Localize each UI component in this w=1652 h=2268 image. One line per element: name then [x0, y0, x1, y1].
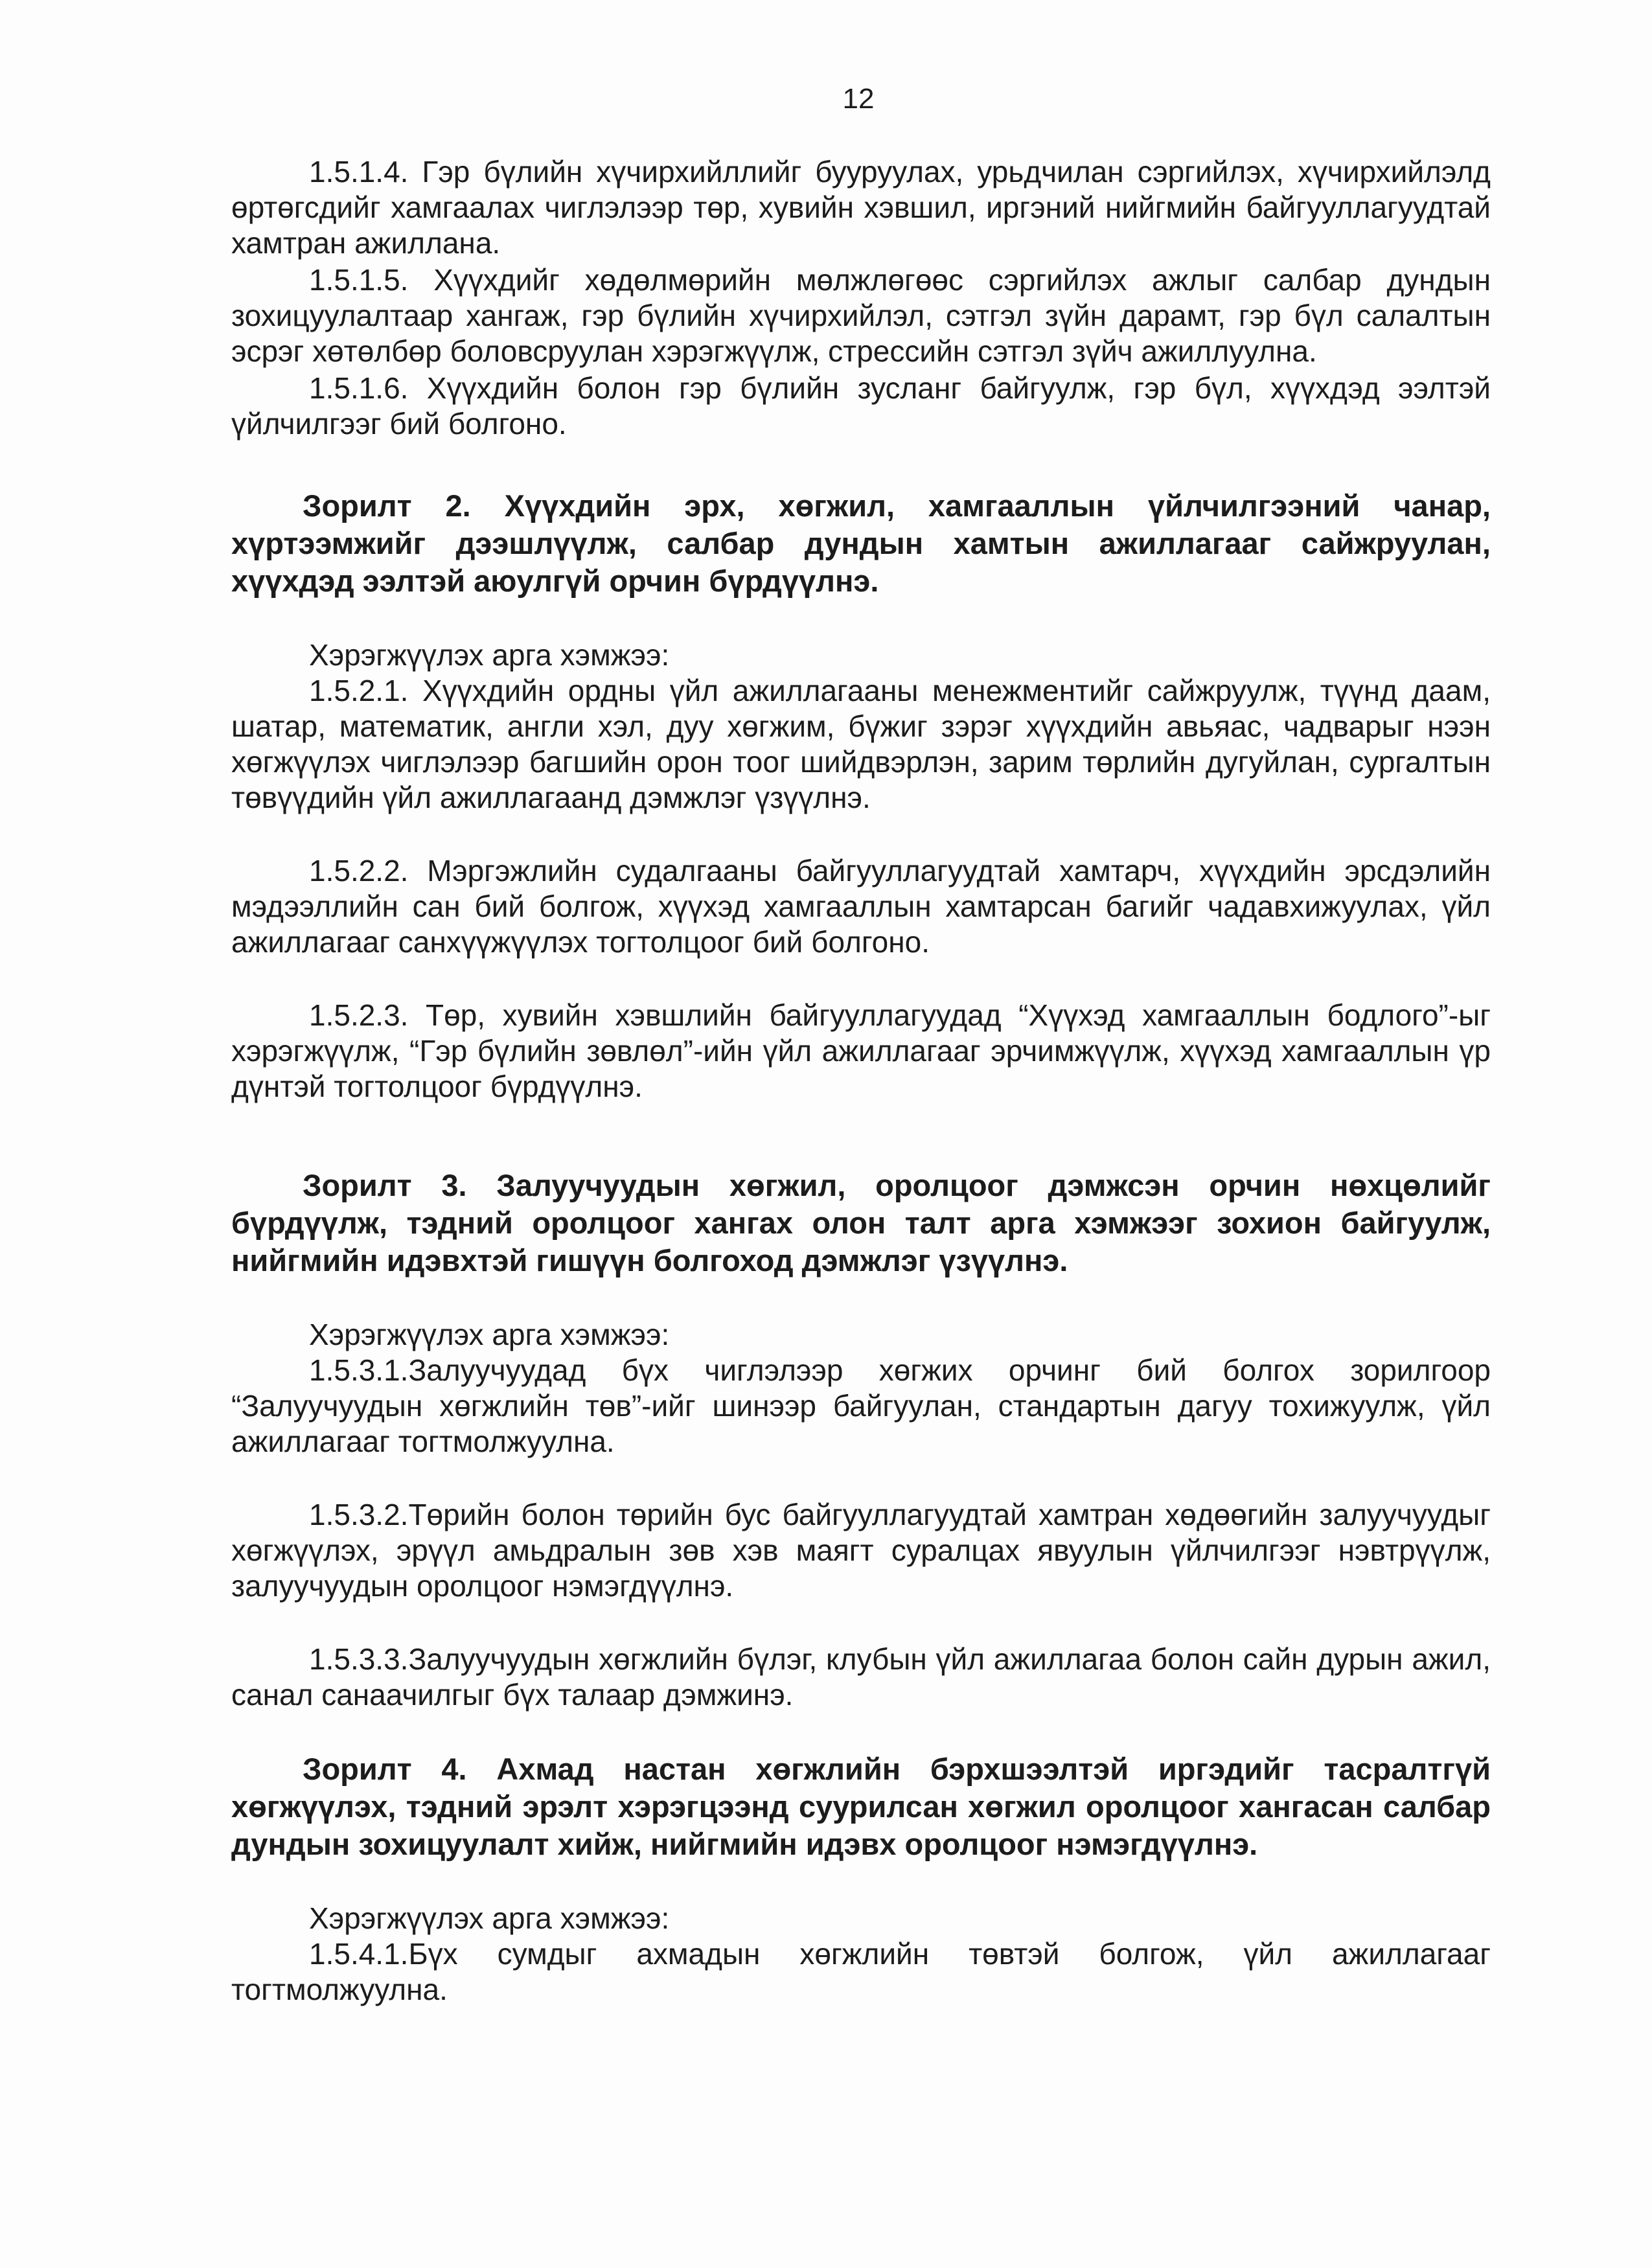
- paragraph-1-5-3-1: 1.5.3.1.Залуучуудад бүх чиглэлээр хөгжих орчинг бий болгох зорилгоор “Залуучуудын хөгжлийн төв”-ийг шинээр байгуулан, стандартын дагуу тохижуулж, үйл ажиллагааг тогтмолжуулна.: [231, 1353, 1491, 1458]
- paragraph-1-5-1-5: 1.5.1.5. Хүүхдийг хөдөлмөрийн мөлжлөгөөс сэргийлэх ажлыг салбар дундын зохицуулалтаар хангаж, гэр бүлийн хүчирхийлэл, сэтгэл зүйн дарамт, гэр бүл салалтын эсрэг хөтөлбөр боловсруулан хэрэгжүүлж, стрессийн сэтгэл зүйч ажиллуулна.: [231, 263, 1491, 368]
- paragraph-1-5-2-3: 1.5.2.3. Төр, хувийн хэвшлийн байгууллагуудад “Хүүхэд хамгааллын бодлого”-ыг хэрэгжүүлж, “Гэр бүлийн зөвлөл”-ийн үйл ажиллагааг эрчимжүүлж, хүүхэд хамгааллын үр дүнтэй тогтолцоог бүрдүүлнэ.: [231, 998, 1491, 1103]
- measures-label-goal-2: Хэрэгжүүлэх арга хэмжээ:: [309, 638, 670, 672]
- measures-label-goal-3: Хэрэгжүүлэх арга хэмжээ:: [309, 1318, 670, 1351]
- paragraph-1-5-2-2: 1.5.2.2. Мэргэжлийн судалгааны байгууллагуудтай хамтарч, хүүхдийн эрсдэлийн мэдээллийн сан бий болгож, хүүхэд хамгааллын хамтарсан багийг чадавхижуулах, үйл ажиллагааг санхүүжүүлэх тогтолцоог бий болгоно.: [231, 854, 1491, 959]
- paragraph-1-5-3-3: 1.5.3.3.Залуучуудын хөгжлийн бүлэг, клубын үйл ажиллагаа болон сайн дурын ажил, санал санаачилгыг бүх талаар дэмжинэ.: [231, 1642, 1491, 1712]
- goal-3-heading: Зорилт 3. Залуучуудын хөгжил, оролцоог дэмжсэн орчин нөхцөлийг бүрдүүлж, тэдний оролцоог хангах олон талт арга хэмжээг зохион байгуулж, нийгмийн идэвхтэй гишүүн болгоход дэмжлэг үзүүлнэ.: [231, 1168, 1491, 1277]
- paragraph-1-5-1-4: 1.5.1.4. Гэр бүлийн хүчирхийллийг бууруулах, урьдчилан сэргийлэх, хүчирхийлэлд өртөгсдийг хамгаалах чиглэлээр төр, хувийн хэвшил, иргэний нийгмийн байгууллагуудтай хамтран ажиллана.: [231, 155, 1491, 260]
- paragraph-1-5-1-6: 1.5.1.6. Хүүхдийн болон гэр бүлийн зусланг байгуулж, гэр бүл, хүүхдэд ээлтэй үйлчилгээг бий болгоно.: [231, 371, 1491, 441]
- paragraph-1-5-2-1: 1.5.2.1. Хүүхдийн ордны үйл ажиллагааны менежментийг сайжруулж, түүнд даам, шатар, математик, англи хэл, дуу хөгжим, бүжиг зэрэг хүүхдийн авьяас, чадварыг нээн хөгжүүлэх чиглэлээр багшийн орон тоог шийдвэрлэн, зарим төрлийн дугуйлан, сургалтын төвүүдийн үйл ажиллагаанд дэмжлэг үзүүлнэ.: [231, 674, 1491, 814]
- page-number: 12: [842, 83, 875, 115]
- paragraph-1-5-4-1: 1.5.4.1.Бүх сумдыг ахмадын хөгжлийн төвтэй болгож, үйл ажиллагааг тогтмолжуулна.: [231, 1937, 1491, 2006]
- measures-label-goal-4: Хэрэгжүүлэх арга хэмжээ:: [309, 1901, 670, 1935]
- goal-4-heading: Зорилт 4. Ахмад настан хөгжлийн бэрхшээлтэй иргэдийг тасралтгүй хөгжүүлэх, тэдний эрэлт хэрэгцээнд суурилсан хөгжил оролцоог хангасан салбар дундын зохицуулалт хийж, нийгмийн идэвх оролцоог нэмэгдүүлнэ.: [231, 1752, 1491, 1861]
- document-body: [231, 154, 1491, 2008]
- paragraph-1-5-3-2: 1.5.3.2.Төрийн болон төрийн бус байгууллагуудтай хамтран хөдөөгийн залуучуудыг хөгжүүлэх, эрүүл амьдралын зөв хэв маягт суралцах явуулын үйлчилгээг нэвтрүүлж, залуучуудын оролцоог нэмэгдүүлнэ.: [231, 1498, 1491, 1603]
- goal-2-heading: Зорилт 2. Хүүхдийн эрх, хөгжил, хамгааллын үйлчилгээний чанар, хүртээмжийг дээшлүүлж, салбар дундын хамтын ажиллагааг сайжруулан, хүүхдэд ээлтэй аюулгүй орчин бүрдүүлнэ.: [231, 488, 1491, 598]
